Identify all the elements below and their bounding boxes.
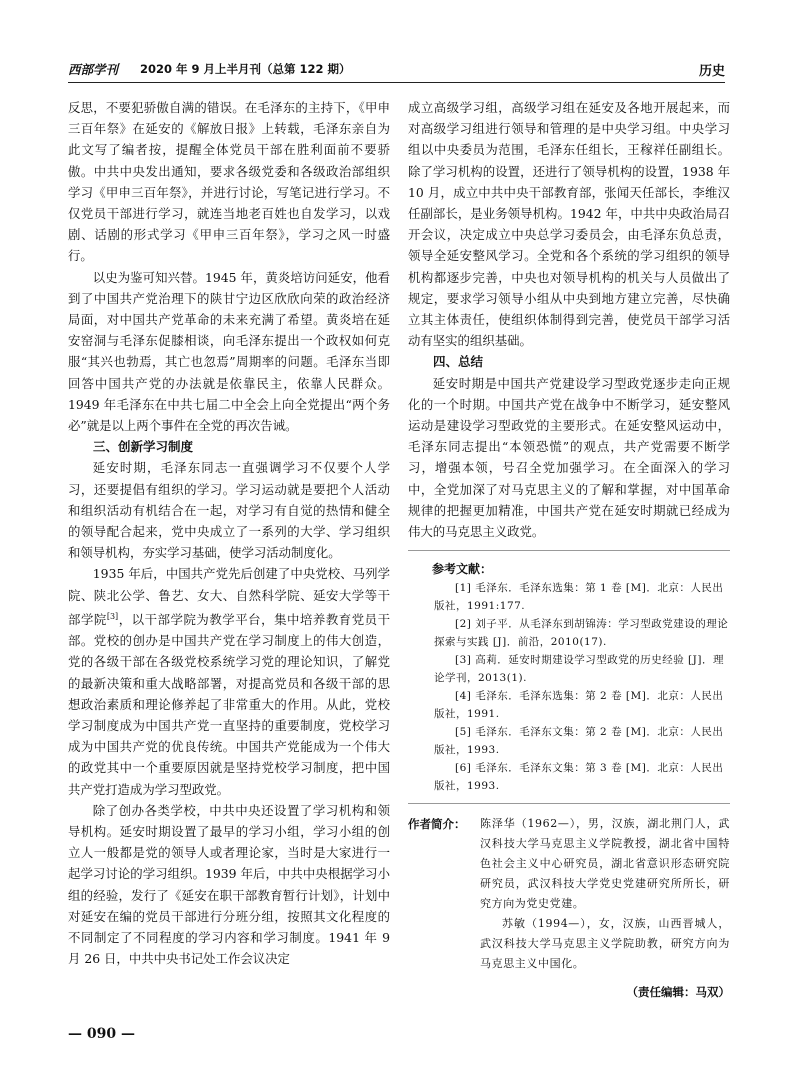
references-list <box>408 579 730 795</box>
page-number: — 090 — <box>68 1026 135 1042</box>
left-column <box>68 97 390 969</box>
paragraph: 除了创办各类学校，中共中央还设置了学习机构和领导机构。延安时期设置了最早的学习小组，学习小组的创立人一般都是党的领导人或者理论家，当时是大家进行一起学习讨论的学习组织。1939 年后，中共中央根据学习小组的经验，发行了《延安在职干部教育暂行计划》，计划中对延安在编的党员干部进行分班分组，按照其文化程度的不同制定了不同程度的学习内容和学习制度。1941 年 9 月 26 日，中共中央书记处工作会议决定 <box>68 802 390 967</box>
divider <box>408 803 730 804</box>
page-header <box>68 58 725 83</box>
reference-item: [3] 高莉．延安时期建设学习型政党的历史经验 [J]．理论学刊，2013(1). <box>434 654 724 685</box>
section-heading: 三、创新学习制度 <box>93 439 194 455</box>
responsible-editor: （责任编辑：马双） <box>626 985 730 1000</box>
author-bio: 苏敏（1994—），女，汉族，山西晋城人，武汉科技大学马克思主义学院助教，研究方向为马克思主义中国化。 <box>480 917 730 971</box>
reference-item: [6] 毛泽东．毛泽东文集：第 3 卷 [M]．北京：人民出版社，1993. <box>434 762 724 793</box>
paragraph: 以史为鉴可知兴替。1945 年，黄炎培访问延安，他看到了中国共产党治理下的陕甘宁边区欣欣向荣的政治经济局面，对中国共产党革命的未来充满了希望。黄炎培在延安窑洞与毛泽东促膝相谈，向毛泽东提出一个政权如何克服“其兴也勃焉，其亡也忽焉”周期率的问题。毛泽东当即回答中国共产党的办法就是依靠民主，依靠人民群众。1949 年毛泽东在中共七届二中全会上向全党提出“两个务必”就是以上两个事件在全党的再次告诫。 <box>68 269 390 434</box>
paragraph: 延安时期，毛泽东同志一直强调学习不仅要个人学习，还要提倡有组织的学习。学习运动就是要把个人活动和组织活动有机结合在一起，对学习有自觉的热情和健全的领导配合起来，党中央成立了一系列的大学、学习组织和领导机构，夯实学习基础，使学习活动制度化。 <box>68 460 390 561</box>
references-title: 参考文献： <box>432 562 493 577</box>
citation-marker: [3] <box>106 611 119 621</box>
right-column <box>408 97 730 1003</box>
author-bios <box>480 814 730 974</box>
paragraph: 延安时期是中国共产党建设学习型政党逐步走向正规化的一个时期。中国共产党在战争中不断学习，延安整风运动是建设学习型政党的主要形式。在延安整风运动中，毛泽东同志提出“本领恐慌”的观点，共产党需要不断学习，增强本领，号召全党加强学习。在全面深入的学习中，全党加深了对马克思主义的了解和掌握，对中国革命规律的把握更加精准，中国共产党在延安时期就已经成为伟大的马克思主义政党。 <box>408 375 730 540</box>
paragraph-text: ，以干部学院为教学平台，集中培养教育党员干部。党校的创办是中国共产党在学习制度上的伟大创造，党的各级干部在各级党校系统学习党的理论知识，了解党的最新决策和重大战略部署，对提高党员和各级干部的思想政治素质和理论修养起了非常重大的作用。从此，党校学习制度成为中国共产党一直坚持的重要制度，党校学习成为中国共产党的优良传统。中国共产党能成为一个伟大的政党其中一个重要原因就是坚持党校学习制度，把中国共产党打造成为学习型政党。 <box>68 612 391 797</box>
reference-item: [2] 刘子平．从毛泽东到胡锦涛：学习型政党建设的理论探索与实践 [J]．前沿，2010(17). <box>434 618 729 649</box>
author-bio: 陈泽华（1962—），男，汉族，湖北荆门人，武汉科技大学马克思主义学院教授，湖北省中国特色社会主义中心研究员，湖北省意识形态研究院研究员，武汉科技大学党史党建研究所所长，研究方向为党史党建。 <box>480 817 730 911</box>
paragraph: 反思，不要犯骄傲自满的错误。在毛泽东的主持下，《甲申三百年祭》在延安的《解放日报》上转载，毛泽东亲自为此文写了编者按，提醒全体党员干部在胜利面前不要骄傲。中共中央发出通知，要求各级党委和各级政治部组织学习《甲申三百年祭》，并进行讨论，写笔记进行学习。不仅党员干部进行学习，就连当地老百姓也自发学习，以戏剧、话剧的形式学习《甲申三百年祭》，学习之风一时盛行。 <box>68 100 390 264</box>
author-info <box>408 814 730 974</box>
section-heading: 四、总结 <box>433 354 484 370</box>
author-label: 作者简介： <box>408 817 466 832</box>
reference-item: [5] 毛泽东．毛泽东文集：第 2 卷 [M]．北京：人民出版社，1993. <box>434 726 724 757</box>
paragraph <box>68 563 390 799</box>
reference-item: [1] 毛泽东．毛泽东选集：第 1 卷 [M]．北京：人民出版社，1991:177. <box>434 582 724 613</box>
section-label: 历史 <box>698 64 725 79</box>
issue-info: 2020 年 9 月上半月刊（总第 122 期） <box>140 62 351 76</box>
reference-item: [4] 毛泽东．毛泽东选集：第 2 卷 [M]．北京：人民出版社，1991. <box>434 690 724 721</box>
paragraph-text: 1935 年后，中国共产党先后创建了中央党校、马列学院、陕北公学、鲁艺、女大、自然科学院、延安大学等干部学院 <box>68 566 390 627</box>
journal-name: 西部学刊 <box>68 62 119 77</box>
paragraph: 成立高级学习组，高级学习组在延安及各地开展起来，而对高级学习组进行领导和管理的是中央学习组。中央学习组以中央委员为范围，毛泽东任组长，王稼祥任副组长。除了学习机构的设置，还进行了领导机构的设置，1938 年 10 月，成立中共中央干部教育部，张闻天任部长，李维汉任副部长，是业务领导机构。1942 年，中共中央政治局召开会议，决定成立中央总学习委员会，由毛泽东负总责，领导全延安整风学习。全党和各个系统的学习组织的领导机构都逐步完善，中央也对领导机构的机关与人员做出了规定，要求学习领导小组从中央到地方建立完善，尽快确立其主体责任，使组织体制得到完善，使党员干部学习活动有坚实的组织基础。 <box>408 100 730 349</box>
divider <box>408 550 730 551</box>
